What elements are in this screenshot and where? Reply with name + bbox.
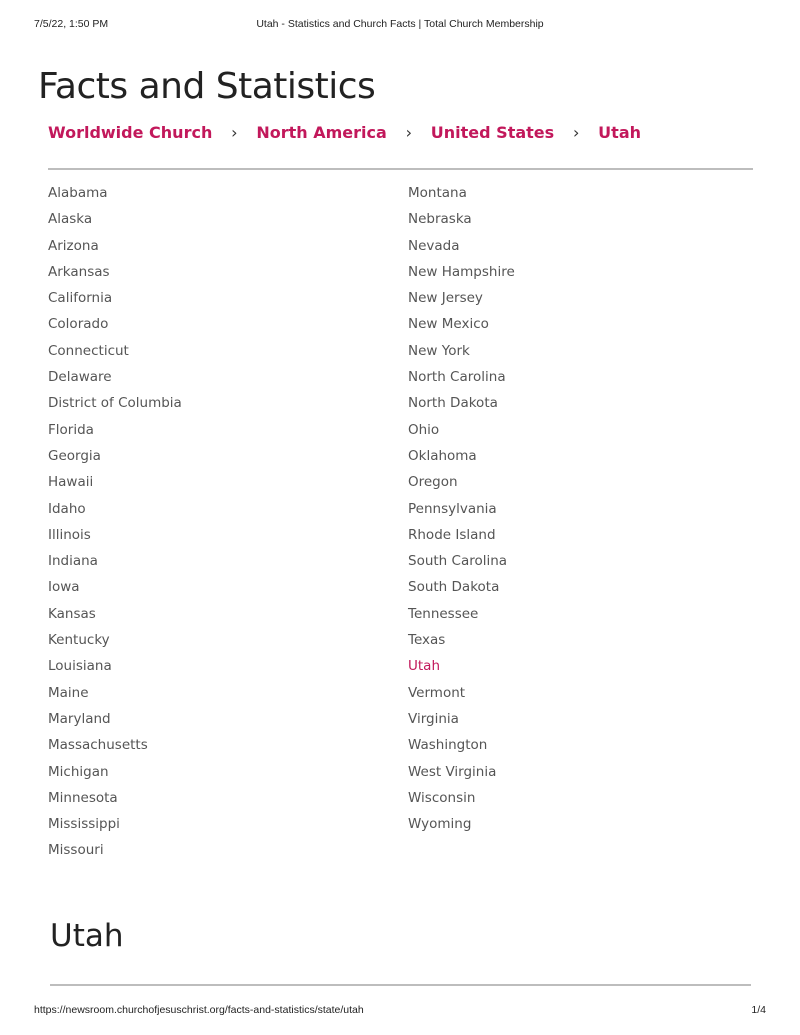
state-link-massachusetts[interactable]: Massachusetts [48, 737, 148, 754]
state-link-kentucky[interactable]: Kentucky [48, 632, 110, 649]
chevron-right-icon: › [572, 122, 580, 142]
section-title: Utah [50, 918, 124, 954]
state-link-new-hampshire[interactable]: New Hampshire [408, 263, 515, 280]
chevron-right-icon: › [405, 122, 412, 142]
state-link-new-jersey[interactable]: New Jersey [408, 290, 483, 307]
state-link-louisiana[interactable]: Louisiana [48, 658, 112, 675]
state-list-left [48, 180, 182, 864]
divider [48, 168, 753, 170]
print-page-title: Utah - Statistics and Church Facts | Total Church Membership [256, 18, 544, 30]
print-datetime: 7/5/22, 1:50 PM [34, 18, 109, 30]
state-link-hawaii[interactable]: Hawaii [48, 474, 94, 491]
state-link-washington[interactable]: Washington [408, 737, 488, 754]
state-link-south-carolina[interactable]: South Carolina [408, 553, 508, 570]
state-link-alaska[interactable]: Alaska [48, 211, 93, 228]
state-link-arizona[interactable]: Arizona [48, 237, 99, 254]
state-link-michigan[interactable]: Michigan [48, 763, 109, 780]
state-link-california[interactable]: California [48, 290, 113, 307]
state-link-new-york[interactable]: New York [408, 342, 470, 359]
state-link-florida[interactable]: Florida [48, 421, 94, 438]
state-link-north-dakota[interactable]: North Dakota [408, 395, 498, 412]
state-link-oregon[interactable]: Oregon [408, 474, 458, 491]
state-link-new-mexico[interactable]: New Mexico [408, 316, 489, 333]
state-link-rhode-island[interactable]: Rhode Island [408, 526, 496, 543]
state-link-vermont[interactable]: Vermont [408, 684, 466, 701]
state-link-virginia[interactable]: Virginia [408, 710, 459, 727]
state-link-north-carolina[interactable]: North Carolina [408, 369, 506, 386]
state-link-minnesota[interactable]: Minnesota [48, 789, 118, 806]
state-link-wyoming[interactable]: Wyoming [408, 816, 472, 833]
state-link-colorado[interactable]: Colorado [48, 316, 109, 333]
state-link-illinois[interactable]: Illinois [48, 526, 91, 543]
breadcrumb-worldwide-church[interactable]: Worldwide Church [48, 122, 213, 142]
state-link-texas[interactable]: Texas [408, 632, 446, 649]
state-link-wisconsin[interactable]: Wisconsin [408, 789, 476, 806]
state-link-kansas[interactable]: Kansas [48, 605, 96, 622]
state-link-utah[interactable]: Utah [408, 658, 441, 675]
print-header [0, 18, 800, 34]
state-list-right [408, 180, 515, 837]
state-link-maine[interactable]: Maine [48, 684, 89, 701]
state-link-alabama[interactable]: Alabama [48, 185, 108, 201]
divider [50, 984, 751, 986]
breadcrumb-north-america[interactable]: North America [256, 122, 387, 142]
state-link-montana[interactable]: Montana [408, 185, 467, 201]
state-link-indiana[interactable]: Indiana [48, 553, 98, 570]
state-link-district-of-columbia[interactable]: District of Columbia [48, 395, 182, 412]
state-link-missouri[interactable]: Missouri [48, 842, 104, 859]
state-link-iowa[interactable]: Iowa [48, 579, 80, 596]
state-link-nebraska[interactable]: Nebraska [408, 211, 472, 228]
print-footer [0, 1004, 800, 1020]
state-link-connecticut[interactable]: Connecticut [48, 342, 129, 359]
state-link-south-dakota[interactable]: South Dakota [408, 579, 500, 596]
print-url: https://newsroom.churchofjesuschrist.org/facts-and-statistics/state/utah [34, 1004, 364, 1016]
state-link-maryland[interactable]: Maryland [48, 710, 111, 727]
state-link-west-virginia[interactable]: West Virginia [408, 763, 497, 780]
print-page-number: 1/4 [751, 1004, 766, 1016]
state-link-arkansas[interactable]: Arkansas [48, 263, 110, 280]
breadcrumb-united-states[interactable]: United States [430, 122, 555, 142]
state-link-oklahoma[interactable]: Oklahoma [408, 447, 477, 464]
page-title: Facts and Statistics [38, 66, 376, 107]
chevron-right-icon: › [231, 122, 238, 142]
state-link-idaho[interactable]: Idaho [48, 500, 86, 517]
state-link-nevada[interactable]: Nevada [408, 237, 460, 254]
state-link-tennessee[interactable]: Tennessee [408, 605, 479, 622]
state-link-georgia[interactable]: Georgia [48, 447, 101, 464]
state-link-delaware[interactable]: Delaware [48, 369, 112, 386]
breadcrumb-utah[interactable]: Utah [598, 122, 641, 142]
state-link-mississippi[interactable]: Mississippi [48, 816, 120, 833]
state-link-pennsylvania[interactable]: Pennsylvania [408, 500, 497, 517]
state-link-ohio[interactable]: Ohio [408, 421, 440, 438]
breadcrumb [48, 121, 641, 143]
